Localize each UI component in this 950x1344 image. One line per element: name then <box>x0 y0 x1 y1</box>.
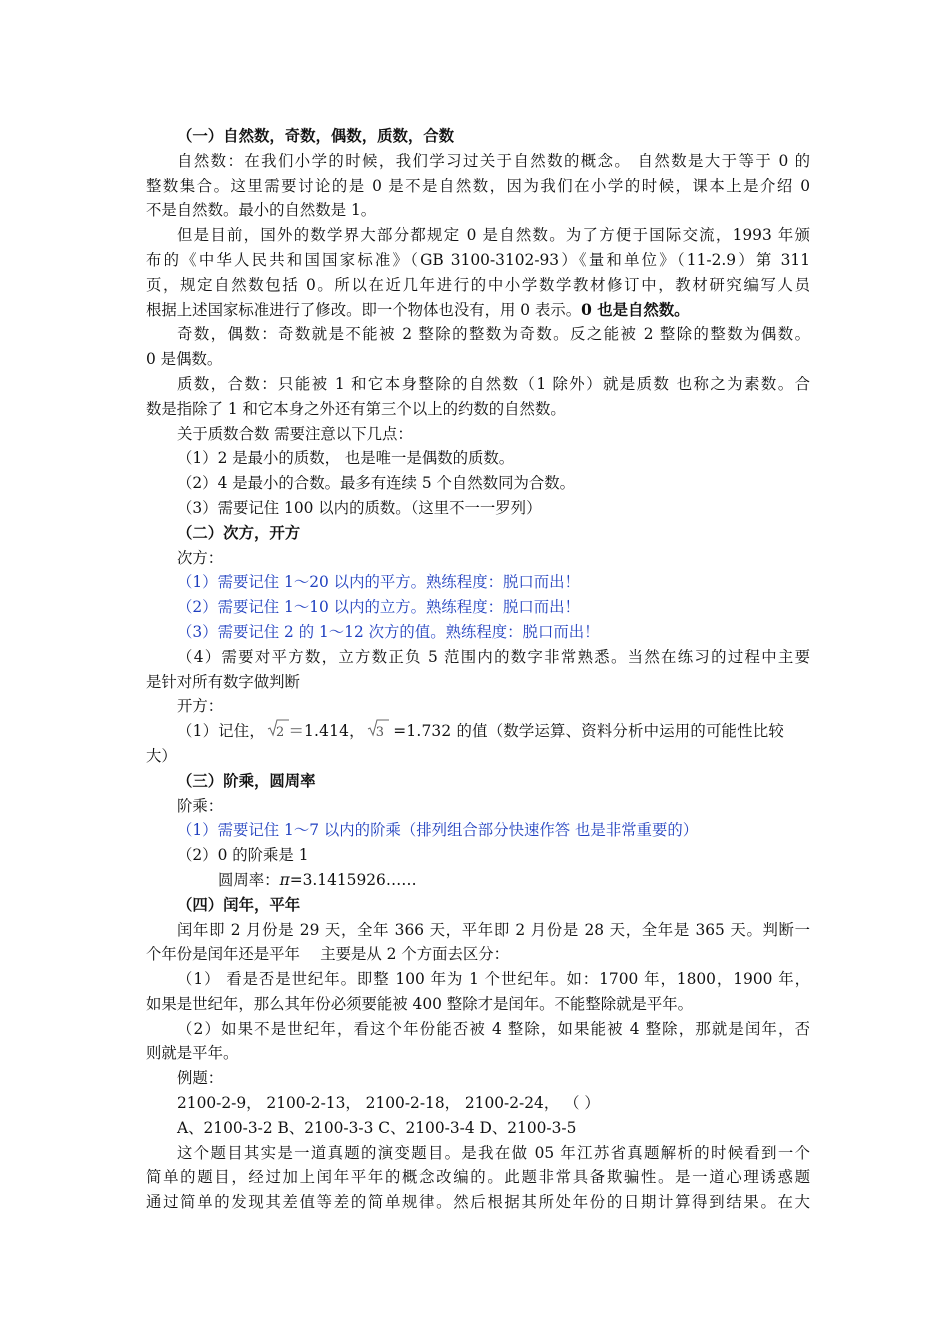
subsection-label: 次方： <box>177 548 224 567</box>
list-item: （4）需要对平方数，立方数正负 5 范围内的数字非常熟悉。当然在练习的过程中主要 <box>177 647 810 666</box>
subsection-label: 开方： <box>177 697 224 716</box>
list-item: （2）4 是最小的合数。最多有连续 5 个自然数同为合数。 <box>177 474 576 493</box>
section-heading-2: （二）次方，开方 <box>177 523 301 542</box>
list-item: （1）2 是最小的质数， 也是唯一是偶数的质数。 <box>177 449 515 468</box>
paragraph-line: 自然数：在我们小学的时候，我们学习过关于自然数的概念。 自然数是大于等于 0 的 <box>177 151 810 170</box>
list-item-highlight: （3）需要记住 2 的 1～12 次方的值。熟练程度：脱口而出！ <box>177 622 600 641</box>
root-text-pre: （1）记住， <box>177 722 265 741</box>
sqrt-symbol <box>267 721 286 746</box>
pi-line <box>146 868 810 893</box>
list-item: （2）如果不是世纪年，看这个年份能否被 4 整除，如果能被 4 整除，那就是闰年，否 <box>177 1019 810 1038</box>
list-item: （1） 看是否是世纪年。即整 100 年为 1 个世纪年。如：1700 年，1800，1900 年， <box>177 970 810 989</box>
paragraph-line: 简单的题目，经过加上闰年平年的概念改编的。此题非常具备欺骗性。是一道心理诱惑题 <box>146 1168 810 1187</box>
pi-symbol: π <box>279 870 290 889</box>
paragraph-line: 这个题目其实是一道真题的演变题目。是我在做 05 年江苏省真题解析的时候看到一个 <box>177 1143 810 1162</box>
pi-value: =3.1415926…… <box>289 870 417 889</box>
paragraph-line: 页，规定自然数包括 0。所以在近几年进行的中小学数学教材修订中，教材研究编写人员 <box>146 275 810 294</box>
notes-title: 关于质数合数 需要注意以下几点： <box>177 424 413 443</box>
example-question: 2100-2-9， 2100-2-13， 2100-2-18， 2100-2-24， （ ） <box>177 1094 600 1113</box>
paragraph-line: 个年份是闰年还是平年 主要是从 2 个方面去区分： <box>146 945 510 964</box>
sqrt-radicand: 3 <box>375 725 385 741</box>
list-item: （2）0 的阶乘是 1 <box>177 846 309 865</box>
list-item-highlight: （2）需要记住 1～10 以内的立方。熟练程度：脱口而出！ <box>177 598 580 617</box>
list-item: （3）需要记住 100 以内的质数。（这里不一一罗列） <box>177 498 542 517</box>
emphasis-text: 0 也是自然数。 <box>581 300 690 319</box>
paragraph-line: 布的《中华人民共和国国家标准》（GB 3100-3102-93）《量和单位》（11-2.9）第 311 <box>146 250 810 269</box>
list-item <box>146 719 810 744</box>
list-item: 是针对所有数字做判断 <box>146 672 300 691</box>
list-item-highlight: （1）需要记住 1～7 以内的阶乘（排列组合部分快速作答 也是非常重要的） <box>177 821 699 840</box>
root-text-post: =1.732 的值（数学运算、资料分析中运用的可能性比较 <box>388 722 784 741</box>
paragraph-line <box>146 298 810 323</box>
subsection-label: 阶乘： <box>177 796 224 815</box>
paragraph-text: 根据上述国家标准进行了修改。即一个物体也没有，用 0 表示。 <box>146 300 582 319</box>
pi-label: 圆周率： <box>218 870 280 889</box>
list-item: 大） <box>146 746 177 765</box>
paragraph-line: 通过简单的发现其差值等差的简单规律。然后根据其所处年份的日期计算得到结果。在大 <box>146 1193 810 1212</box>
paragraph-line: 数是指除了 1 和它本身之外还有第三个以上的约数的自然数。 <box>146 399 566 418</box>
paragraph-line: 奇数，偶数：奇数就是不能被 2 整除的整数为奇数。反之能被 2 整除的整数为偶数。 <box>177 325 810 344</box>
paragraph-line: 质数，合数：只能被 1 和它本身整除的自然数（1 除外）就是质数 也称之为素数。合 <box>177 374 810 393</box>
list-item: 则就是平年。 <box>146 1044 239 1063</box>
section-heading-3: （三）阶乘，圆周率 <box>177 771 316 790</box>
paragraph-line: 但是目前，国外的数学界大部分都规定 0 是自然数。为了方便于国际交流，1993 年颁 <box>177 226 810 245</box>
paragraph-line: 不是自然数。最小的自然数是 1。 <box>146 201 377 220</box>
paragraph-line: 整数集合。这里需要讨论的是 0 是不是自然数，因为我们在小学的时候，课本上是介绍 0 <box>146 176 810 195</box>
section-heading-1: （一）自然数，奇数，偶数，质数，合数 <box>177 127 455 145</box>
sqrt-symbol <box>367 721 386 746</box>
sqrt-radicand: 2 <box>275 725 285 741</box>
example-options: A、2100-3-2 B、2100-3-3 C、2100-3-4 D、2100-3-5 <box>177 1118 577 1137</box>
list-item-highlight: （1）需要记住 1～20 以内的平方。熟练程度：脱口而出！ <box>177 573 580 592</box>
paragraph-line: 0 是偶数。 <box>146 350 223 369</box>
paragraph-line: 闰年即 2 月份是 29 天，全年 366 天，平年即 2 月份是 28 天，全年是 365 天。判断一 <box>177 920 810 939</box>
section-heading-4: （四）闰年，平年 <box>177 895 301 914</box>
document-body <box>146 124 810 1215</box>
list-item: 如果是世纪年，那么其年份必须要能被 400 整除才是闰年。不能整除就是平年。 <box>146 994 694 1013</box>
root-text-mid: ＝1.414， <box>288 722 365 741</box>
example-label: 例题： <box>177 1069 224 1088</box>
